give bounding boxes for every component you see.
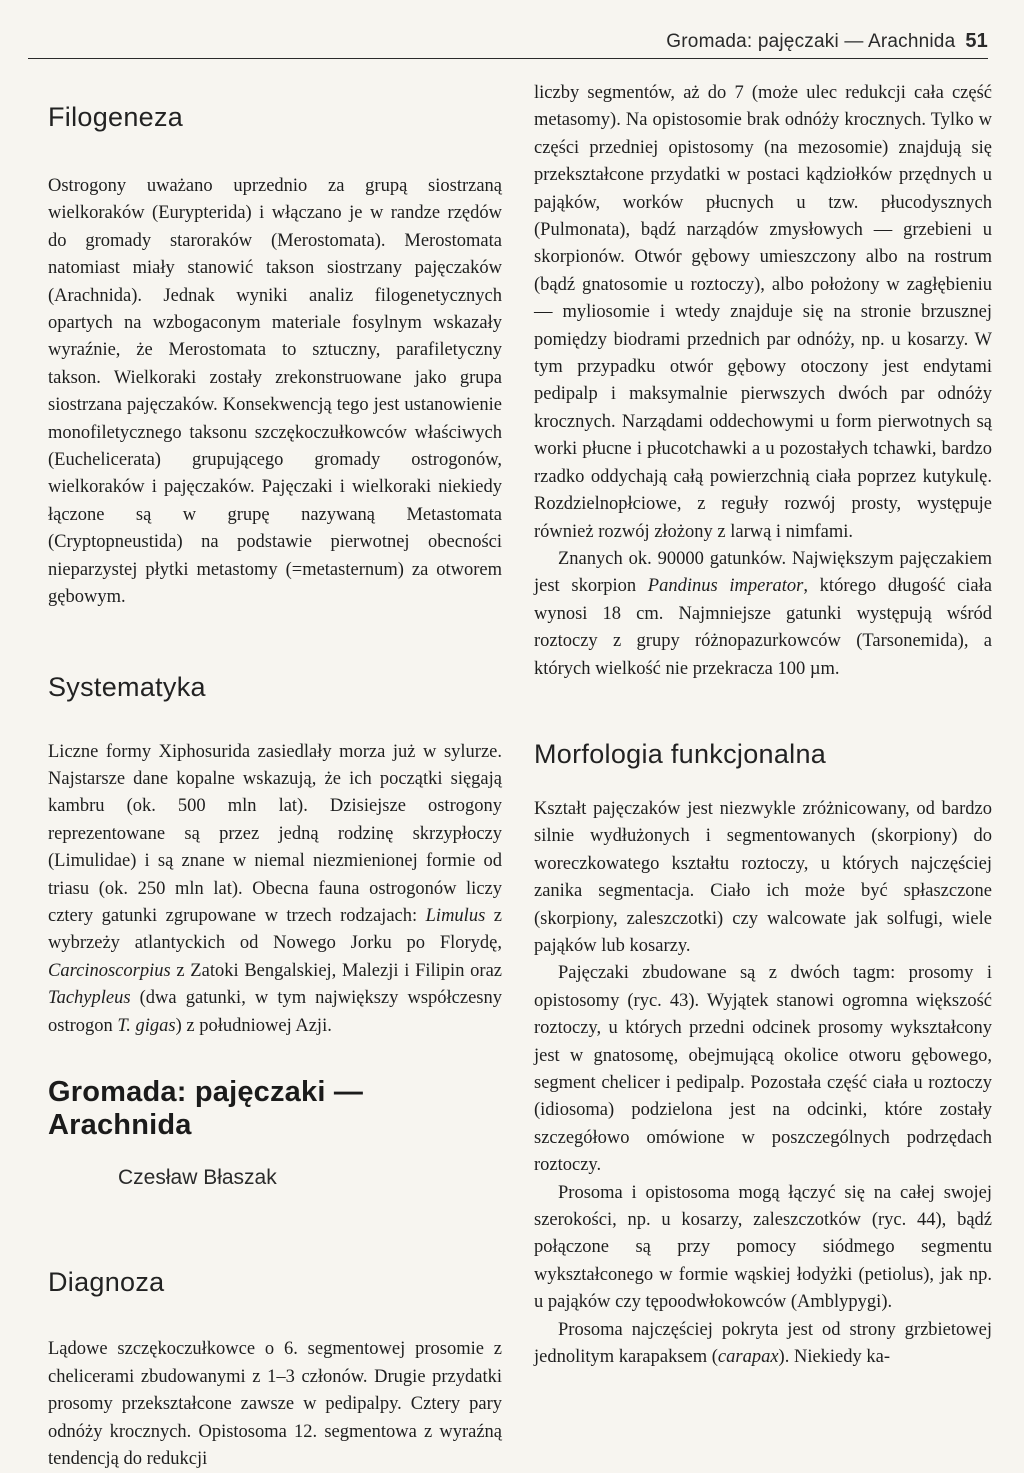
- species-text-1: Znanych ok. 90000 gatunków. Największym pajęczakiem jest skorpion: [534, 548, 992, 597]
- morfologia-paragraph-1: Kształt pajęczaków jest niezwykle zróżnicowany, od bardzo silnie wydłużonych i segmentowanych (skorpiony) do woreczkowatego kształtu roztoczy, u których najczęściej zanika segmentacja. Ciało ich może być spłaszczone (skorpiony, zaleszczotki) czy walcowate jak solfugi, wiele pająków lub kosarzy.: [534, 798, 992, 956]
- systematyka-text-3: z Zatoki Bengalskiej, Malezji i Filipin oraz: [170, 960, 502, 981]
- species-pandinus-imperator: Pandinus imperator: [647, 576, 804, 597]
- filogeneza-paragraph: Ostrogony uważano uprzednio za grupą siostrzaną wielkoraków (Eurypterida) i włączano je w randze rzędów do gromady staroraków (Merostomata). Merostomata natomiast miały stanowić takson siostrzany pajęczaków (Arachnida). Jednak wyniki analiz filogenetycznych opartych na wzbogaconym materiale fosylnym wskazały wyraźnie, że Merostomata to sztuczny, parafiletyczny takson. Wielkoraki zostały zrekonstruowane jako grupa siostrzana pajęczaków. Konsekwencją tego jest ustanowienie monofiletycznego taksonu szczękoczułkowców właściwych (Euchelicerata) grupującego gromady ostrogonów, wielkoraków i pajęczaków. Pajęczaki i wielkoraki niekiedy łączone są w grupę nazywaną Metastomata (Cryptopneustida) na podstawie pierwotnej obecności nieparzystej płytki metastomy (=metasternum) za otworem gębowym.: [48, 176, 502, 608]
- species-text-2: , którego długość ciała wynosi 18 cm. Najmniejsze gatunki występują wśród roztoczy z grupy różnopazurkowców (Tarsonemida), a których wielkość nie przekracza 100 µm.: [534, 576, 992, 679]
- systematyka-text-5: ) z południowej Azji.: [175, 1015, 332, 1036]
- systematyka-text-4: (dwa gatunki, w tym największy współczesny ostrogon: [48, 988, 502, 1036]
- species-t-gigas: T. gigas: [117, 1015, 176, 1036]
- morfologia-paragraph-3: Prosoma i opistosoma mogą łączyć się na całej swojej szerokości, np. u kosarzy, zaleszczotków (ryc. 44), bądź połączone są przy pomocy siódmego segmentu wykształconego w formie wąskiej łodyżki (petiolus), jak np. u pająków czy tępoodwłokowców (Amblypygi).: [534, 1182, 992, 1313]
- diagnoza-paragraph-start: Lądowe szczękoczułkowce o 6. segmentowej prosomie z chelicerami zbudowanymi z 1–3 członów. Drugie przydatki prosomy przekształcone zawsze w pedipalpy. Cztery pary odnóży krocznych. Opistosoma 12. segmentowa z wyraźną tendencją do redukcji: [48, 1339, 502, 1469]
- heading-systematyka: Systematyka: [48, 671, 206, 702]
- morfologia-paragraph-4-start: Prosoma najczęściej pokryta jest od strony grzbietowej jednolitym karapaksem (: [534, 1319, 992, 1368]
- right-column: [534, 80, 992, 1437]
- systematyka-text-2: z wybrzeży atlantyckich od Nowego Jorku po Florydę,: [48, 905, 502, 954]
- heading-diagnoza: Diagnoza: [48, 1267, 165, 1298]
- running-title: Gromada: pajęczaki — Arachnida: [666, 31, 956, 52]
- chapter-author: Czesław Błaszak: [118, 1165, 277, 1189]
- species-count-paragraph: [534, 546, 992, 683]
- page-number: 51: [965, 30, 988, 52]
- genus-limulus: Limulus: [425, 905, 486, 926]
- heading-filogeneza: Filogeneza: [48, 102, 184, 132]
- morfologia-paragraph-4-end: ). Niekiedy ka-: [778, 1347, 891, 1368]
- left-column: [48, 80, 502, 1469]
- chapter-title: Gromada: pajęczaki — Arachnida: [48, 1075, 364, 1141]
- systematyka-paragraph: [48, 739, 502, 1040]
- genus-tachypleus: Tachypleus: [48, 988, 131, 1009]
- genus-carcinoscorpius: Carcinoscorpius: [48, 960, 171, 981]
- systematyka-text-1: Liczne formy Xiphosurida zasiedlały morza już w sylurze. Najstarsze dane kopalne wskazują, że ich początki sięgają kambru (ok. 500 mln lat). Dzisiejsze ostrogony reprezentowane są przez jedną rodzinę skrzypłoczy (Limulidae) i są znane w niemal niezmienionej formie od triasu (ok. 250 mln lat). Obecna fauna ostrogonów liczy cztery gatunki zgrupowane w trzech rodzajach:: [48, 741, 502, 926]
- morfologia-paragraph-2: Pajęczaki zbudowane są z dwóch tagm: prosomy i opistosomy (ryc. 43). Wyjątek stanowi ogromna większość roztoczy, u których przedni odcinek prosomy wykształcony jest w gnatosomę, obejmującą okolice otworu gębowego, segment chelicer i pedipalp. Pozostała część ciała u roztoczy (idiosoma) podzielona jest na odcinki, które zostały szczegółowo omówione w poszczególnych podrzędach roztoczy.: [534, 963, 992, 1176]
- heading-morfologia-funkcjonalna: Morfologia funkcjonalna: [534, 738, 827, 769]
- running-header: [28, 30, 988, 59]
- term-carapax: carapax: [717, 1347, 779, 1368]
- morfologia-paragraph-4: [534, 1317, 992, 1372]
- diagnoza-paragraph-continued: liczby segmentów, aż do 7 (może ulec redukcji cała część metasomy). Na opistosomie brak odnóży krocznych. Tylko w części przedniej opistosomy (na mezosomie) znajdują się przekształcone przydatki w postaci kądziołków przędnych u pająków, worków płucnych u tzw. płucodysznych (Pulmonata), bądź narządów zmysłowych — grzebieni u skorpionów. Otwór gębowy umieszczony albo na rostrum (bądź gnatosomie u roztoczy), albo położony w zagłębieniu — myliosomie i wtedy znajduje się na stronie brzusznej pomiędzy biodrami przednich par odnóży, np. u kosarzy. W tym przypadku otwór gębowy otoczony jest endytami pedipalp i maksymalnie pierwszych dwóch par odnóży krocznych. Narządami oddechowymi u form pierwotnych są worki płucne i płucotchawki a u pozostałych tchawki, bardzo rzadko oddychają całą powierzchnią ciała poprzez kutykulę. Rozdzielnopłciowe, z reguły rozwój prosty, występuje również rozwój złożony z larwą i nimfami.: [534, 83, 992, 542]
